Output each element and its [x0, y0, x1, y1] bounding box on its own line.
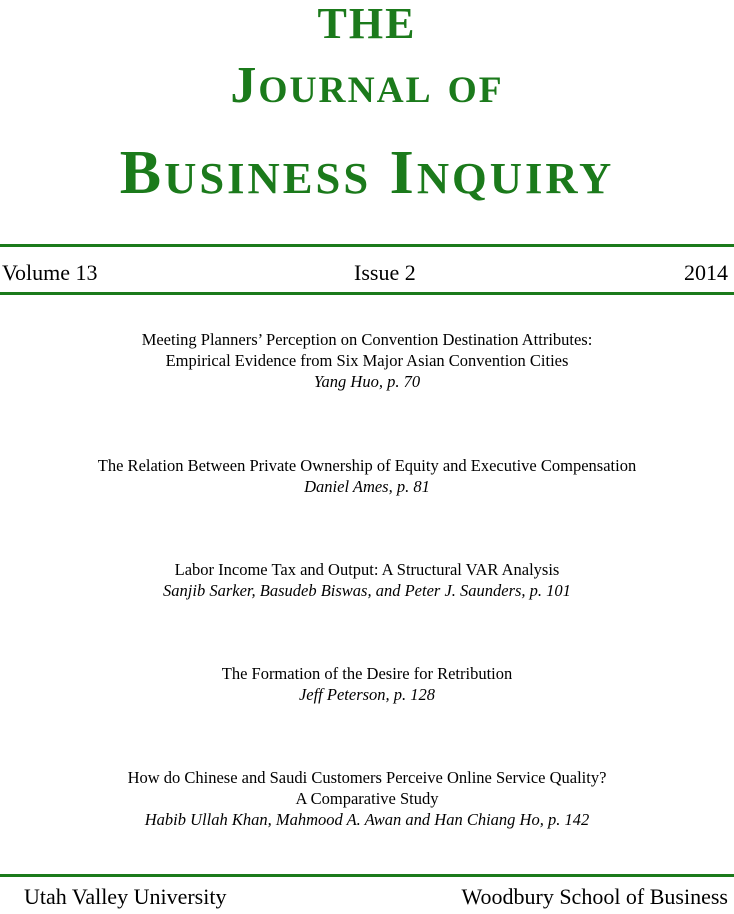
article-title-line: A Comparative Study: [295, 789, 439, 808]
title-word-inquiry-rest: NQUIRY: [416, 153, 615, 203]
journal-title-line-2: [0, 54, 734, 123]
article-author: Sanjib Sarker, Basudeb Biswas, and Peter J. Saunders, p. 101: [163, 581, 571, 600]
article-author: Daniel Ames, p. 81: [304, 477, 430, 496]
article-title-line: Empirical Evidence from Six Major Asian Convention Cities: [165, 351, 569, 370]
journal-title-the: [0, 2, 734, 46]
top-divider: [0, 244, 734, 247]
footer-school: Woodbury School of Business: [461, 884, 728, 909]
title-word-journal-rest: OURNAL: [258, 70, 433, 111]
article-entry: [0, 663, 734, 705]
footer-university: Utah Valley University: [24, 884, 227, 909]
title-word-of: OF: [447, 70, 504, 111]
article-author: Jeff Peterson, p. 128: [298, 685, 436, 704]
article-author: Habib Ullah Khan, Mahmood A. Awan and Han Chiang Ho, p. 142: [144, 810, 590, 829]
article-entry: [0, 329, 734, 392]
article-entry: [0, 559, 734, 601]
title-initial-b: B: [119, 139, 165, 207]
bottom-divider: [0, 874, 734, 877]
title-initial-i: I: [389, 139, 417, 207]
article-title-line: How do Chinese and Saudi Customers Perceive Online Service Quality?: [127, 768, 607, 787]
title-initial-j: J: [230, 57, 259, 114]
article-entry: [0, 767, 734, 830]
journal-title-line-3: [0, 138, 734, 213]
article-author: Yang Huo, p. 70: [313, 372, 421, 391]
issue-info-row: [0, 258, 734, 288]
volume-number: Volume 13: [2, 260, 98, 285]
article-title-line: Labor Income Tax and Output: A Structural VAR Analysis: [174, 560, 560, 579]
issue-number: Issue 2: [354, 260, 416, 285]
title-word-the: THE: [317, 0, 417, 48]
middle-divider: [0, 292, 734, 295]
article-title-line: The Formation of the Desire for Retribution: [221, 664, 513, 683]
issue-year: 2014: [684, 260, 728, 285]
article-entry: [0, 455, 734, 497]
article-title-line: Meeting Planners’ Perception on Convention Destination Attributes:: [141, 330, 593, 349]
title-word-business-rest: USINESS: [164, 153, 372, 203]
article-title-line: The Relation Between Private Ownership of Equity and Executive Compensation: [97, 456, 637, 475]
footer-row: [0, 882, 734, 912]
